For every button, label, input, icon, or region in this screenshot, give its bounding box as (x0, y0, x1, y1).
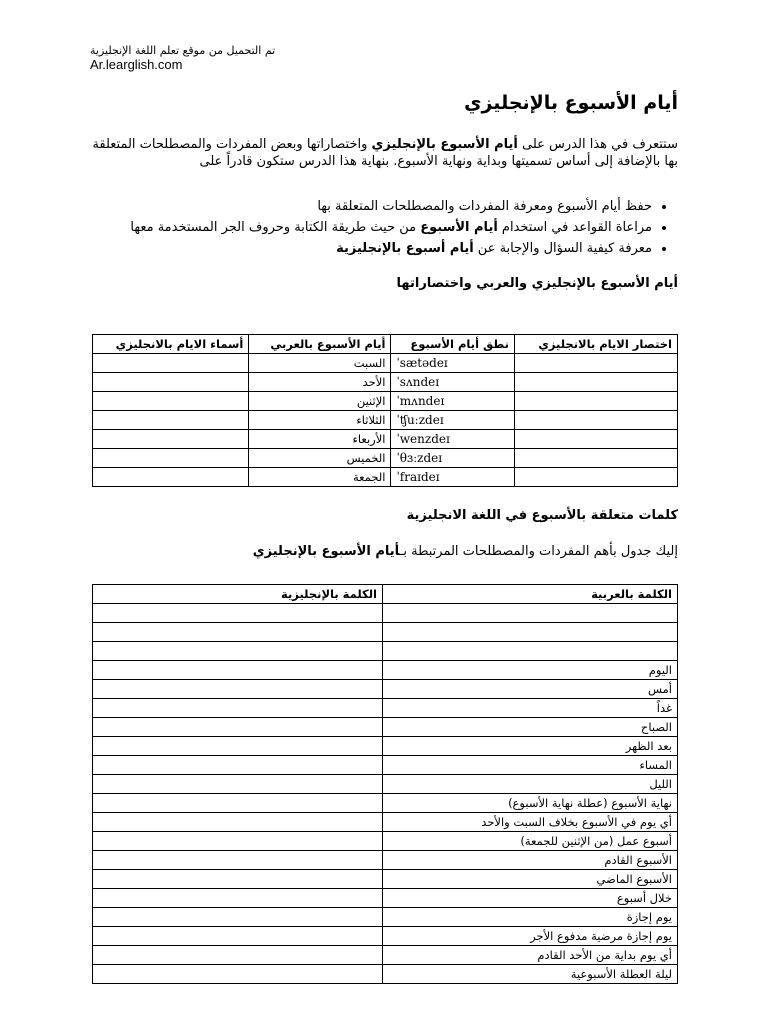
vocab-arabic-cell: أي يوم في الأسبوع بخلاف السبت والأحد (383, 813, 678, 832)
table-row (93, 604, 678, 623)
source-note (90, 44, 390, 72)
day-english-cell (93, 468, 249, 487)
day-english-cell (93, 430, 249, 449)
day-arabic-cell: السبت (249, 354, 391, 373)
vocab-english-cell (93, 604, 383, 623)
day-abbr-cell (514, 373, 677, 392)
day-abbr-cell (514, 468, 677, 487)
table-row (93, 851, 678, 870)
table-row (93, 661, 678, 680)
vocab-arabic-cell: الأسبوع القادم (383, 851, 678, 870)
day-english-cell (93, 411, 249, 430)
vocab-english-cell (93, 851, 383, 870)
vocab-english-cell (93, 680, 383, 699)
header-arabic-word: الكلمة بالعربية (383, 585, 678, 604)
intro-bold: أيام الأسبوع بالإنجليزي (371, 137, 518, 152)
vocab-english-cell (93, 623, 383, 642)
vocab-english-cell (93, 832, 383, 851)
table-row (93, 775, 678, 794)
table-row (93, 946, 678, 965)
vocab-english-cell (93, 718, 383, 737)
day-pronunciation-cell: ˈfraɪdeɪ (391, 468, 514, 487)
vocab-arabic-cell: يوم إجازة مرضية مدفوع الأجر (383, 927, 678, 946)
day-abbr-cell (514, 430, 677, 449)
vocab-arabic-cell: الليل (383, 775, 678, 794)
vocab-english-cell (93, 889, 383, 908)
vocab-english-cell (93, 965, 383, 984)
table-row (93, 965, 678, 984)
day-pronunciation-cell: ˈθɜːzdeɪ (391, 449, 514, 468)
table-row (93, 411, 678, 430)
vocab-arabic-cell: خلال أسبوع (383, 889, 678, 908)
intro-paragraph (88, 136, 678, 170)
table-row (93, 680, 678, 699)
objective-1-text: حفظ أيام الأسبوع ومعرفة المفردات والمصطلحات المتعلقة بها (317, 199, 652, 214)
vocab-table (92, 584, 678, 984)
vocab-english-cell (93, 927, 383, 946)
vocab-arabic-cell: المساء (383, 756, 678, 775)
vocab-table-header (93, 585, 678, 604)
header-english-day: أسماء الايام بالانجليزي (93, 335, 249, 354)
table-row (93, 794, 678, 813)
table-row (93, 718, 678, 737)
vocab-english-cell (93, 699, 383, 718)
table-row (93, 908, 678, 927)
vocab-english-cell (93, 756, 383, 775)
vocab-arabic-cell: الأسبوع الماضي (383, 870, 678, 889)
objective-3-text: معرفة كيفية السؤال والإجابة عن (473, 241, 652, 256)
day-pronunciation-cell: ˈsʌndeɪ (391, 373, 514, 392)
intro-text-2: واختصاراتها وبعض المفردات والمصطلحات المتعلقة بها بالإضافة إلى أساس تسميتها وبداية ونهاية الأسبوع. بنهاية هذا الدرس ستكون قادراً على (92, 137, 678, 169)
day-arabic-cell: الإثنين (249, 392, 391, 411)
day-english-cell (93, 392, 249, 411)
section-1-heading: أيام الأسبوع بالإنجليزي والعربي واختصاراتها (396, 276, 678, 291)
day-arabic-cell: الثلاثاء (249, 411, 391, 430)
objective-2-bold: أيام الأسبوع (420, 220, 498, 235)
vocab-table-body (93, 604, 678, 984)
day-abbr-cell (514, 411, 677, 430)
table-row (93, 623, 678, 642)
page-title: أيام الأسبوع بالإنجليزي (464, 92, 678, 114)
vocab-arabic-cell: اليوم (383, 661, 678, 680)
day-english-cell (93, 354, 249, 373)
table-row (93, 813, 678, 832)
day-english-cell (93, 449, 249, 468)
day-english-cell (93, 373, 249, 392)
day-arabic-cell: الأحد (249, 373, 391, 392)
vocab-english-cell (93, 813, 383, 832)
objective-2 (62, 217, 652, 238)
section-2-heading: كلمات متعلقة بالأسبوع في اللغة الانجليزية (406, 508, 678, 523)
objective-1 (62, 196, 652, 217)
days-table-body (93, 354, 678, 487)
vocab-arabic-cell: غداً (383, 699, 678, 718)
vocab-english-cell (93, 737, 383, 756)
table-row (93, 889, 678, 908)
table-row (93, 699, 678, 718)
day-arabic-cell: الأربعاء (249, 430, 391, 449)
day-pronunciation-cell: ˈsætədeɪ (391, 354, 514, 373)
vocab-arabic-cell: بعد الظهر (383, 737, 678, 756)
vocab-english-cell (93, 870, 383, 889)
table-row (93, 354, 678, 373)
vocab-english-cell (93, 908, 383, 927)
day-pronunciation-cell: ˈwenzdeɪ (391, 430, 514, 449)
header-pronunciation: نطق أيام الأسبوع (391, 335, 514, 354)
table-row (93, 430, 678, 449)
table-row (93, 642, 678, 661)
table-row (93, 870, 678, 889)
table-row (93, 756, 678, 775)
day-pronunciation-cell: ˈmʌndeɪ (391, 392, 514, 411)
vocab-arabic-cell: يوم إجازة (383, 908, 678, 927)
table-row (93, 737, 678, 756)
table-row (93, 468, 678, 487)
table-row (93, 449, 678, 468)
day-abbr-cell (514, 354, 677, 373)
day-arabic-cell: الخميس (249, 449, 391, 468)
table-row (93, 832, 678, 851)
objectives-list (62, 196, 678, 259)
vocab-english-cell (93, 642, 383, 661)
objective-3-bold: أيام أسبوع بالإنجليزية (336, 241, 474, 256)
vocab-english-cell (93, 946, 383, 965)
table-row (93, 392, 678, 411)
section-2-intro-bold: أيام الأسبوع بالإنجليزي (252, 544, 400, 559)
table-row (93, 927, 678, 946)
vocab-arabic-cell: أي يوم بداية من الأحد القادم (383, 946, 678, 965)
day-abbr-cell (514, 392, 677, 411)
vocab-english-cell (93, 661, 383, 680)
header-arabic-day: أيام الأسبوع بالعربي (249, 335, 391, 354)
vocab-arabic-cell (383, 642, 678, 661)
vocab-arabic-cell: أسبوع عمل (من الإثنين للجمعة) (383, 832, 678, 851)
header-english-word: الكلمة بالإنجليزية (93, 585, 383, 604)
day-arabic-cell: الجمعة (249, 468, 391, 487)
vocab-arabic-cell: نهاية الأسبوع (عطلة نهاية الأسبوع) (383, 794, 678, 813)
vocab-english-cell (93, 794, 383, 813)
section-2-intro-text: إليك جدول بأهم المفردات والمصطلحات المرتبطة بـ (399, 544, 678, 559)
vocab-english-cell (93, 775, 383, 794)
objective-2-text-1: مراعاة القواعد في استخدام (497, 220, 652, 235)
intro-text-1: ستتعرف في هذا الدرس على (517, 137, 678, 152)
day-pronunciation-cell: ˈʧuːzdeɪ (391, 411, 514, 430)
objective-2-text-2: من حيث طريقة الكتابة وحروف الجر المستخدمة معها (130, 220, 421, 235)
days-table-header (93, 335, 678, 354)
day-abbr-cell (514, 449, 677, 468)
section-2-intro (253, 544, 678, 559)
vocab-arabic-cell (383, 604, 678, 623)
vocab-arabic-cell (383, 623, 678, 642)
vocab-arabic-cell: ليلة العطلة الأسبوعية (383, 965, 678, 984)
source-url[interactable]: Ar.learglish.com (90, 57, 183, 72)
vocab-arabic-cell: الصباح (383, 718, 678, 737)
header-abbr: اختصار الايام بالانجليزي (514, 335, 677, 354)
objective-3 (62, 238, 652, 259)
table-row (93, 373, 678, 392)
source-note-text: تم التحميل من موقع تعلم اللغة الإنجليزية (90, 44, 276, 57)
days-table (92, 334, 678, 487)
vocab-arabic-cell: أمس (383, 680, 678, 699)
